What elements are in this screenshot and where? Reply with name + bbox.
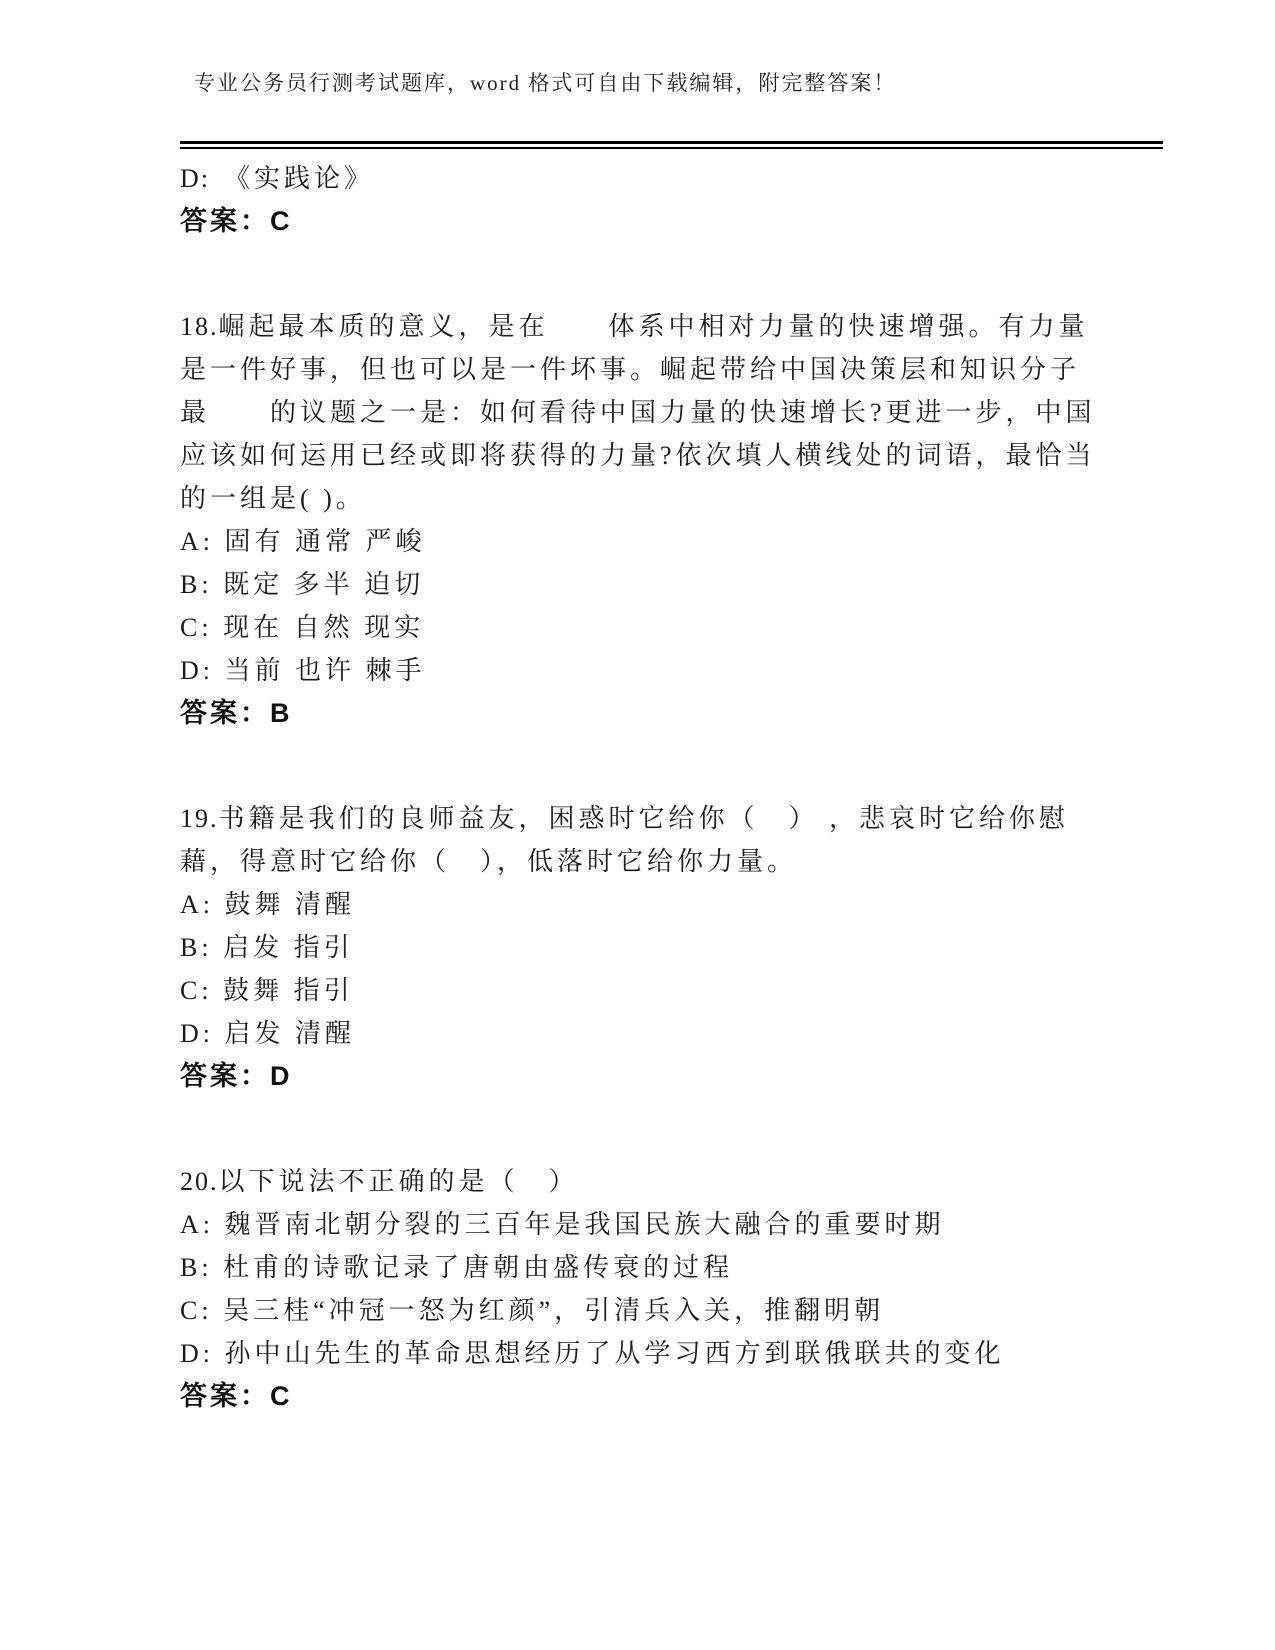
question-19: [180, 797, 1108, 1098]
question-20: [180, 1160, 1108, 1418]
question-stem: [180, 305, 1108, 520]
option-line-b: B: 杜甫的诗歌记录了唐朝由盛传衰的过程: [180, 1253, 734, 1282]
option-line-c: C: 现在 自然 现实: [180, 613, 425, 642]
option-text: 《实践论》: [224, 164, 375, 193]
question-number: 18.: [180, 312, 219, 341]
question-stem-text: 崛起最本质的意义，是在 体系中相对力量的快速增强。有力量是一件好事，但也可以是一件坏事。崛起带给中国决策层和知识分子最 的议题之一是：如何看待中国力量的快速增长?更进一步，中国应该如何运用已经或即将获得的力量?依次填人横线处的词语，最恰当的一组是( )。: [180, 312, 1096, 513]
question-number: 19.: [180, 804, 219, 833]
header-divider-line: [180, 141, 1163, 149]
option-line-c: C: 鼓舞 指引: [180, 976, 354, 1005]
question-stem-text: 以下说法不正确的是（ ）: [218, 1167, 579, 1196]
question-stem: [180, 1160, 1108, 1203]
answer-line: 答案：D: [180, 1061, 293, 1091]
answer-line: 答案：C: [180, 1381, 293, 1411]
header-note-text: 专业公务员行测考试题库，word 格式可自由下载编辑，附完整答案！: [194, 71, 897, 95]
option-line-d: [180, 157, 1108, 200]
option-line-a: A: 鼓舞 清醒: [180, 890, 356, 919]
option-label: D:: [180, 164, 210, 193]
option-line-d: D: 启发 清醒: [180, 1019, 356, 1048]
option-line-d: D: 当前 也许 棘手: [180, 656, 426, 685]
page-header: [180, 70, 1275, 149]
question-18: [180, 305, 1108, 735]
question-number: 20.: [180, 1167, 219, 1196]
option-line-b: B: 启发 指引: [180, 933, 354, 962]
option-line-b: B: 既定 多半 迫切: [180, 570, 425, 599]
option-line-a: A: 固有 通常 严峻: [180, 527, 426, 556]
question-stem-text: 书籍是我们的良师益友，困惑时它给你（ ） ，悲哀时它给你慰藉，得意时它给你（ ），低落时它给你力量。: [180, 804, 1070, 876]
option-line-d: D: 孙中山先生的革命思想经历了从学习西方到联俄联共的变化: [180, 1339, 1005, 1368]
option-line-a: A: 魏晋南北朝分裂的三百年是我国民族大融合的重要时期: [180, 1210, 945, 1239]
question-stem: [180, 797, 1108, 883]
document-content: [180, 157, 1108, 1418]
option-line-c: C: 吴三桂“冲冠一怒为红颜”，引清兵入关，推翻明朝: [180, 1296, 885, 1325]
answer-line: 答案：C: [180, 206, 293, 236]
answer-line: 答案：B: [180, 698, 293, 728]
question-17-fragment: [180, 157, 1108, 243]
